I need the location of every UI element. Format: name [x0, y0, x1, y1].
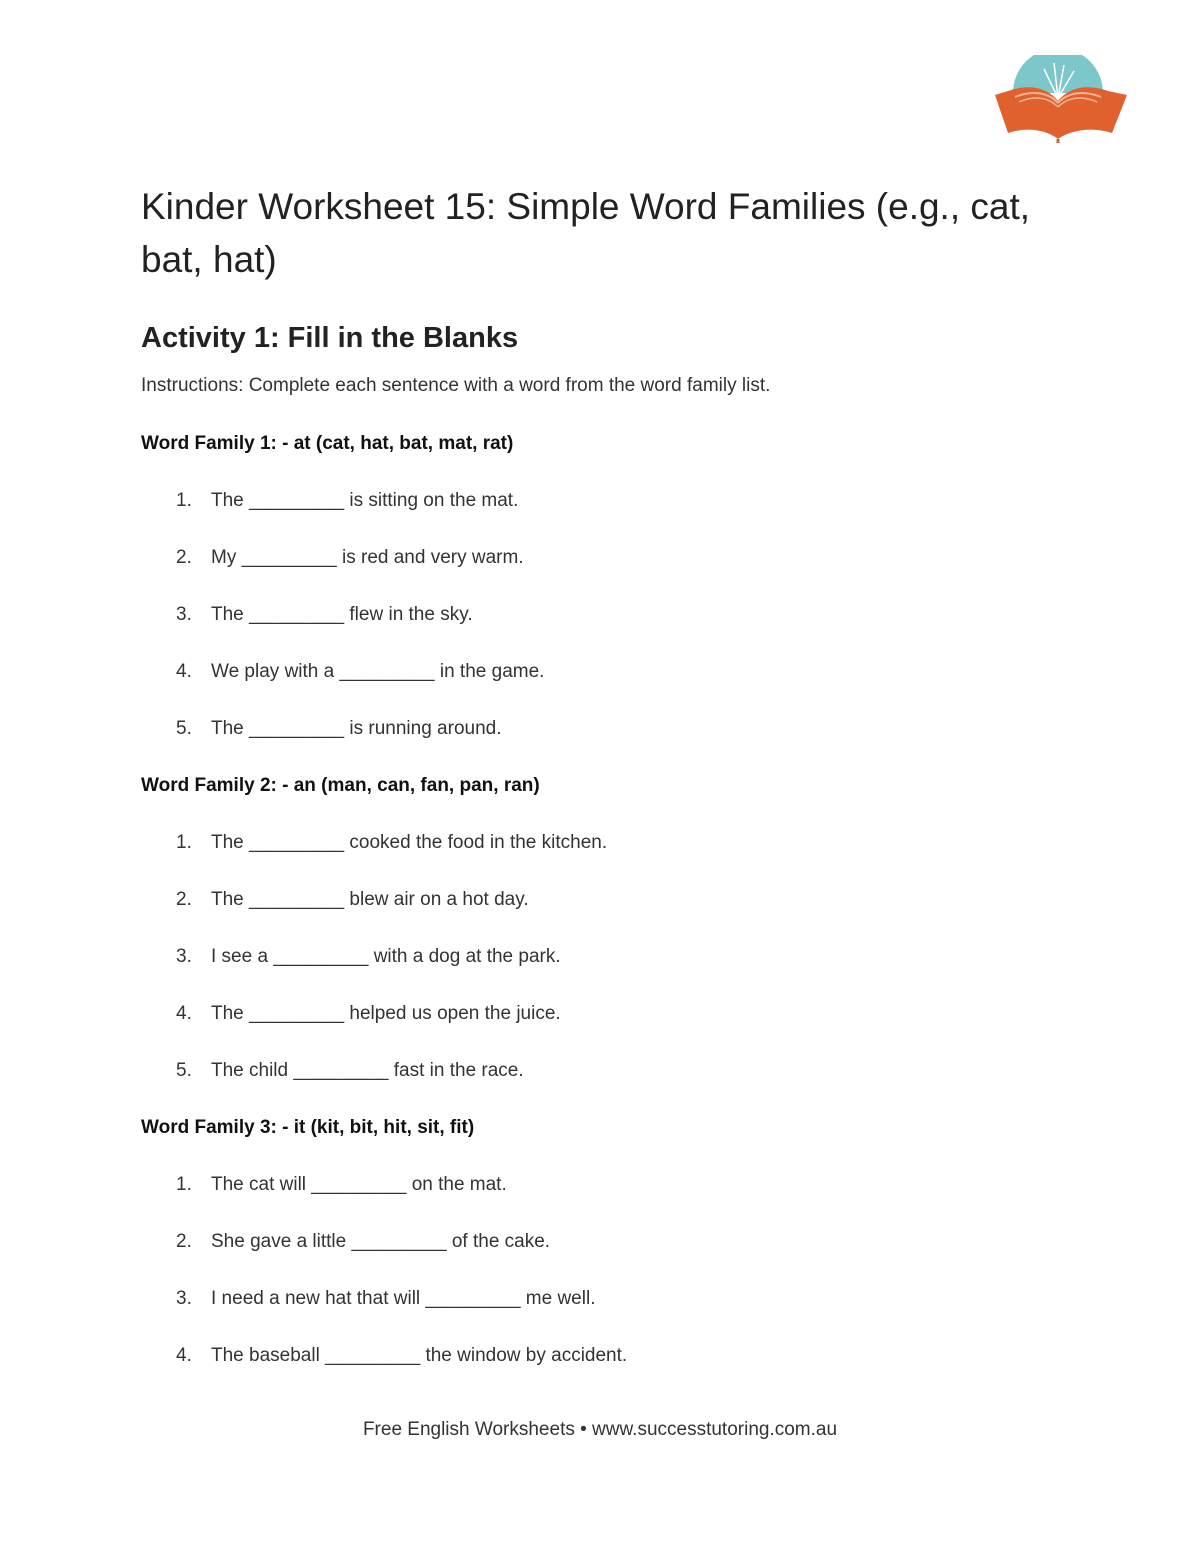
word-family-heading: Word Family 2: - an (man, can, fan, pan, ran) [141, 775, 540, 796]
question-text: My _________ is red and very warm. [211, 547, 524, 568]
activity-title: Activity 1: Fill in the Blanks [141, 322, 519, 354]
word-family-heading: Word Family 3: - it (kit, bit, hit, sit, fit) [141, 1117, 475, 1138]
question-number: 4. [176, 1003, 192, 1024]
question-text: The baseball _________ the window by accident. [211, 1345, 628, 1366]
question-number: 2. [176, 547, 192, 568]
question-number: 1. [176, 490, 192, 511]
question-text: The _________ cooked the food in the kitchen. [211, 832, 608, 853]
question-text: The _________ helped us open the juice. [211, 1003, 561, 1024]
question-text: The _________ is running around. [211, 718, 502, 739]
question-number: 1. [176, 1174, 192, 1195]
question-text: She gave a little _________ of the cake. [211, 1231, 551, 1252]
word-family-heading: Word Family 1: - at (cat, hat, bat, mat, rat) [141, 433, 514, 454]
question-number: 3. [176, 1288, 192, 1309]
question-number: 4. [176, 1345, 192, 1366]
question-text: We play with a _________ in the game. [211, 661, 545, 682]
question-number: 5. [176, 1060, 192, 1081]
question-number: 3. [176, 604, 192, 625]
question-text: The _________ blew air on a hot day. [211, 889, 529, 910]
question-text: I see a _________ with a dog at the park. [211, 946, 561, 967]
instructions-text: Instructions: Complete each sentence with a word from the word family list. [141, 375, 771, 396]
question-number: 2. [176, 1231, 192, 1252]
question-number: 4. [176, 661, 192, 682]
question-text: I need a new hat that will _________ me well. [211, 1288, 596, 1309]
question-text: The _________ is sitting on the mat. [211, 490, 519, 511]
question-number: 5. [176, 718, 192, 739]
page-title: Kinder Worksheet 15: Simple Word Families (e.g., cat, bat, hat) [141, 186, 1031, 280]
question-text: The cat will _________ on the mat. [211, 1174, 507, 1195]
question-number: 2. [176, 889, 192, 910]
question-text: The child _________ fast in the race. [211, 1060, 524, 1081]
open-book-logo-icon [990, 55, 1130, 145]
question-number: 3. [176, 946, 192, 967]
footer-text: Free English Worksheets • www.successtutoring.com.au [362, 1419, 838, 1440]
question-number: 1. [176, 832, 192, 853]
question-text: The _________ flew in the sky. [211, 604, 473, 625]
